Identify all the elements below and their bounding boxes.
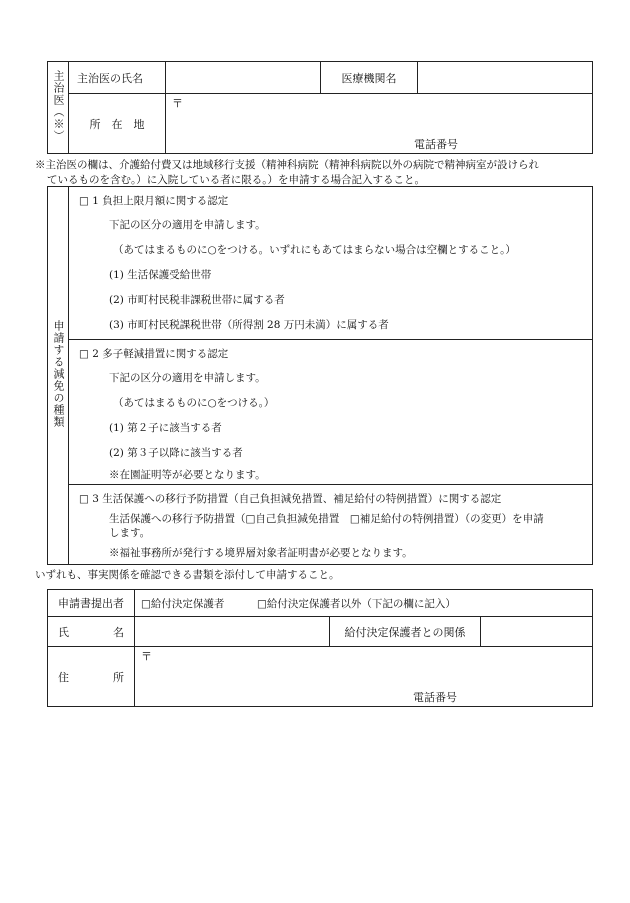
doctor-name-label: 主治医の氏名	[69, 62, 166, 94]
section-3-text-line-2: します。	[109, 527, 151, 539]
section-3-heading[interactable]: □ 3 生活保護への移行予防措置（自己負担減免措置、補足給付の特例措置）に関する認定	[79, 493, 502, 505]
section-3	[69, 485, 593, 565]
section-2-item-1[interactable]: (1) 第２子に該当する者	[109, 422, 222, 434]
doctor-phone-label: 電話番号	[414, 138, 458, 151]
submitter-address-label: 住 所	[48, 647, 135, 707]
section-1-instruction: （あてはまるものに○をつける。いずれにもあてはまらない場合は空欄とすること。）	[113, 244, 516, 256]
submitter-option-guardian[interactable]: □給付決定保護者	[141, 598, 225, 610]
doctor-note-line-2: ているものを含む。）に入院している者に限る。）を申請する場合記入すること。	[47, 174, 425, 186]
section-3-text-line-1: 生活保護への移行予防措置（□自己負担減免措置 □補足給付の特例措置）（の変更）を申請	[109, 513, 544, 525]
section-3-note: ※福祉事務所が発行する境界層対象者証明書が必要となります。	[109, 547, 413, 559]
section-2-note: ※在園証明等が必要となります。	[109, 469, 266, 481]
submitter-label: 申請書提出者	[48, 590, 135, 617]
section-1-item-2[interactable]: (2) 市町村民税非課税世帯に属する者	[109, 294, 285, 306]
doctor-vertical-label: 主治医（※）	[52, 70, 65, 142]
attach-note: いずれも、事実関係を確認できる書類を添付して申請すること。	[35, 569, 340, 581]
doctor-note-line-1: ※主治医の欄は、介護給付費又は地域移行支援（精神科病院（精神科病院以外の病院で精神病室が設けられ	[35, 159, 539, 171]
relation-label: 給付決定保護者との関係	[330, 617, 481, 647]
section-1-item-3[interactable]: (3) 市町村民税課税世帯（所得割 28 万円未満）に属する者	[109, 319, 389, 331]
submitter-address-field[interactable]	[135, 647, 593, 707]
doctor-vertical-label-cell	[48, 62, 69, 154]
section-2-intro: 下記の区分の適用を申請します。	[109, 372, 266, 384]
submitter-phone-label: 電話番号	[413, 691, 457, 704]
section-2-instruction: （あてはまるものに○をつける。）	[113, 397, 275, 409]
submitter-postal-mark: 〒	[141, 650, 152, 663]
submitter-name-field[interactable]	[135, 617, 330, 647]
reduction-vertical-label-cell	[48, 187, 69, 565]
institution-field[interactable]	[418, 62, 593, 94]
submitter-name-label: 氏 名	[48, 617, 135, 647]
doctor-table	[47, 61, 593, 154]
location-label: 所 在 地	[69, 94, 166, 154]
reduction-vertical-label: 申請する減免の種類	[52, 320, 65, 428]
section-2	[69, 340, 593, 485]
reduction-table	[47, 186, 593, 565]
doctor-name-field[interactable]	[166, 62, 321, 94]
section-2-heading[interactable]: □ 2 多子軽減措置に関する認定	[79, 348, 229, 360]
section-1	[69, 187, 593, 340]
section-1-item-1[interactable]: (1) 生活保護受給世帯	[109, 269, 212, 281]
location-field[interactable]	[166, 94, 593, 154]
section-1-heading[interactable]: □ 1 負担上限月額に関する認定	[79, 195, 229, 207]
relation-field[interactable]	[481, 617, 593, 647]
section-2-item-2[interactable]: (2) 第３子以降に該当する者	[109, 447, 243, 459]
submitter-option-other[interactable]: □給付決定保護者以外（下記の欄に記入）	[257, 598, 456, 610]
institution-label: 医療機関名	[321, 62, 418, 94]
postal-mark: 〒	[172, 97, 183, 110]
submitter-table	[47, 589, 593, 707]
section-1-intro: 下記の区分の適用を申請します。	[109, 219, 266, 231]
submitter-options	[135, 590, 593, 617]
